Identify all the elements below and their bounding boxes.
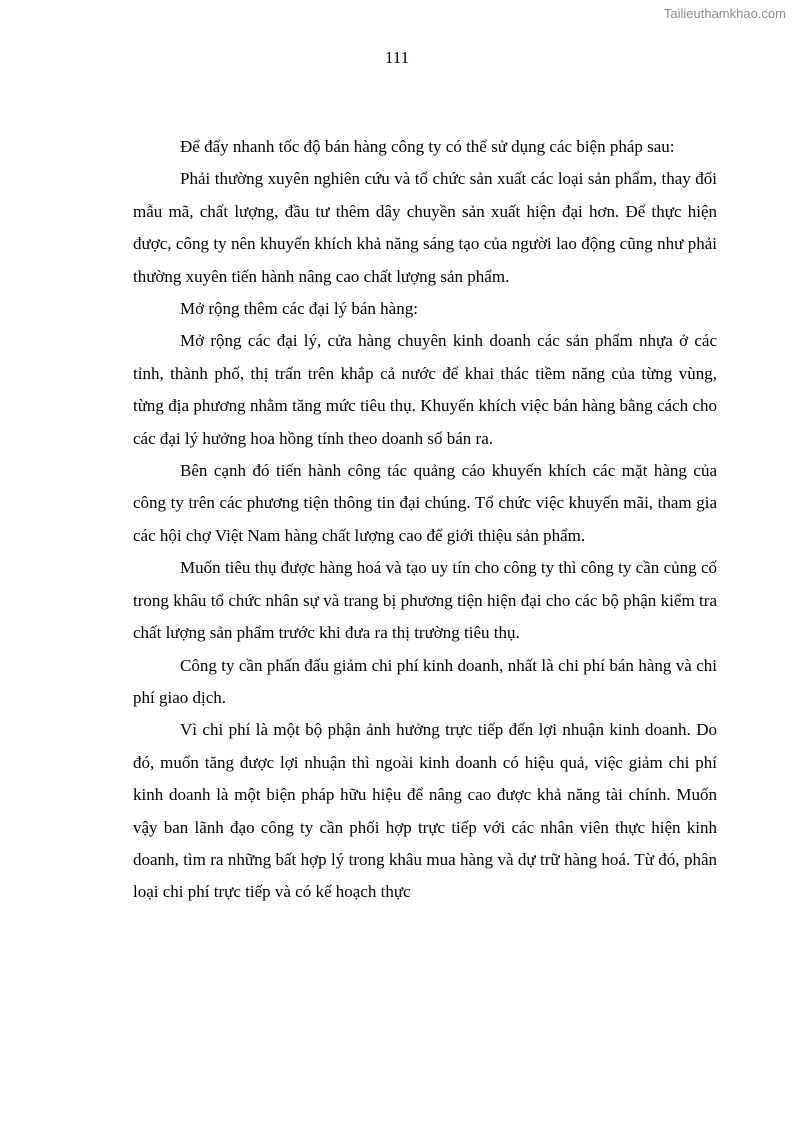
paragraph: Mở rộng thêm các đại lý bán hàng: bbox=[180, 299, 418, 319]
paragraph: Để đẩy nhanh tốc độ bán hàng công ty có thể sử dụng các biện pháp sau: bbox=[180, 137, 675, 156]
paragraph: Bên cạnh đó tiến hành công tác quảng cáo khuyến khích các mặt hàng của công ty trên các phương tiện thông tin đại chúng. Tổ chức việc khuyến mãi, tham gia các hội chợ Việt Nam hàng chất lượng cao để giới thiệu sản phẩm. bbox=[133, 461, 717, 545]
page-number: 111 bbox=[384, 48, 410, 67]
paragraph: Muốn tiêu thụ được hàng hoá và tạo uy tín cho công ty thì công ty cần củng cố trong khâu tổ chức nhân sự và trang bị phương tiện hiện đại cho các bộ phận kiểm tra chất lượng sản phẩm trước khi đưa ra thị trường tiêu thụ. bbox=[133, 558, 717, 643]
paragraph: Phải thường xuyên nghiên cứu và tổ chức sản xuất các loại sản phẩm, thay đổi mẫu mã, chất lượng, đầu tư thêm dây chuyền sản xuất hiện đại hơn. Để thực hiện được, công ty nên khuyến khích khả năng sáng tạo của người lao động cũng như phải thường xuyên tiến hành nâng cao chất lượng sản phẩm. bbox=[133, 169, 717, 286]
document-body bbox=[133, 131, 717, 909]
paragraph: Vì chi phí là một bộ phận ảnh hưởng trực tiếp đến lợi nhuận kinh doanh. Do đó, muốn tăng được lợi nhuận thì ngoài kinh doanh có hiệu quả, việc giảm chi phí kinh doanh là một biện pháp hữu hiệu để nâng cao được khả năng tài chính. Muốn vậy ban lãnh đạo công ty cần phối hợp trực tiếp với các nhân viên thực hiện kinh doanh, tìm ra những bất hợp lý trong khâu mua hàng và dự trữ hàng hoá. Từ đó, phân loại chi phí trực tiếp và có kế hoạch thực bbox=[133, 720, 717, 902]
watermark: Tailieuthamkhao.com bbox=[663, 6, 786, 21]
paragraph: Mở rộng các đại lý, cửa hàng chuyên kinh doanh các sản phẩm nhựa ở các tỉnh, thành phố, thị trấn trên khắp cả nước để khai thác tiềm năng của từng vùng, từng địa phương nhằm tăng mức tiêu thụ. Khuyến khích việc bán hàng bằng cách cho các đại lý hưởng hoa hồng tính theo doanh số bán ra. bbox=[133, 331, 717, 448]
paragraph: Công ty cần phấn đấu giảm chi phí kinh doanh, nhất là chi phí bán hàng và chi phí giao dịch. bbox=[133, 655, 717, 707]
